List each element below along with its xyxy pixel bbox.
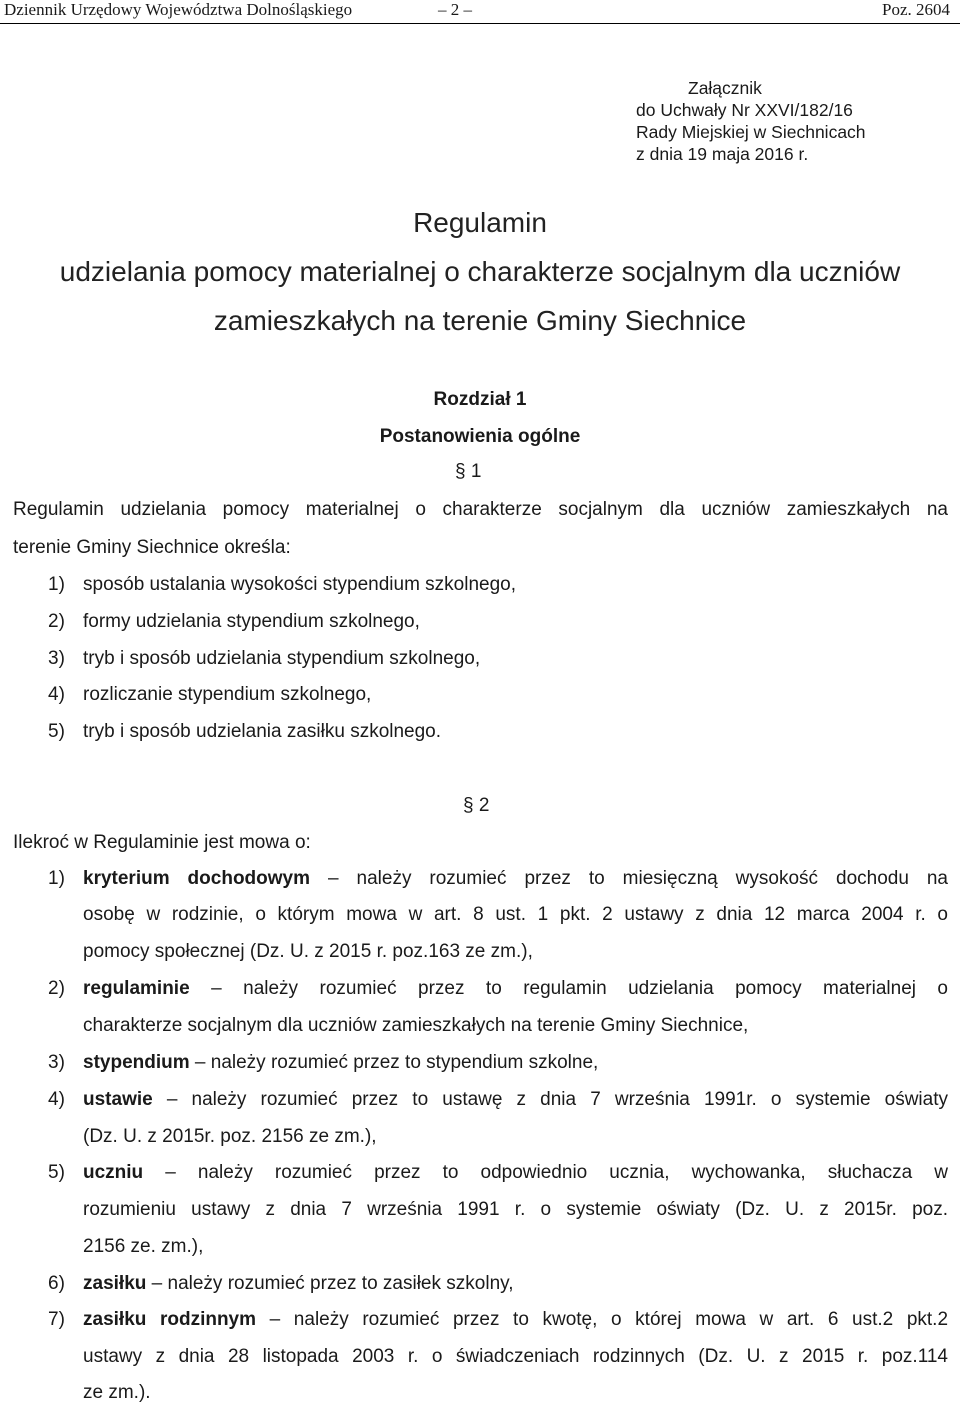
list-item: tryb i sposób udzielania stypendium szkolnego,: [83, 648, 481, 669]
header-divider: [0, 23, 960, 24]
page-number: – 2 –: [438, 0, 472, 19]
document-subtitle: zamieszkałych na terenie Gminy Siechnice: [213, 305, 747, 336]
list-number: 4): [48, 684, 65, 705]
list-number: 6): [48, 1273, 65, 1294]
definition-line: uczniu – należy rozumieć przez to odpowiednio ucznia, wychowanka, słuchacza w: [83, 1162, 949, 1183]
list-number: 4): [48, 1089, 65, 1110]
definition-line: kryterium dochodowym – należy rozumieć przez to miesięczną wysokość dochodu na: [83, 868, 949, 889]
annex-line: Załącznik: [688, 78, 762, 98]
definition-line: (Dz. U. z 2015r. poz. 2156 ze zm.),: [83, 1126, 377, 1147]
definition-line: ze zm.).: [83, 1382, 151, 1403]
definition-term: kryterium dochodowym: [83, 868, 311, 889]
section-mark: § 1: [455, 461, 482, 482]
list-item: rozliczanie stypendium szkolnego,: [83, 684, 372, 705]
document-subtitle: udzielania pomocy materialnej o charakterze socjalnym dla uczniów: [59, 256, 901, 287]
chapter-name: Postanowienia ogólne: [379, 426, 581, 447]
list-number: 5): [48, 1162, 65, 1183]
definition-term: zasiłku: [83, 1273, 147, 1294]
list-number: 2): [48, 611, 65, 632]
list-number: 3): [48, 1052, 65, 1073]
chapter-number: Rozdział 1: [433, 389, 527, 410]
definition-line: charakterze socjalnym dla uczniów zamieszkałych na terenie Gminy Siechnice,: [83, 1015, 749, 1036]
position-number: Poz. 2604: [882, 0, 950, 19]
list-number: 5): [48, 721, 65, 742]
list-number: 1): [48, 868, 65, 889]
list-number: 2): [48, 978, 65, 999]
list-number: 3): [48, 648, 65, 669]
list-item: formy udzielania stypendium szkolnego,: [83, 611, 420, 632]
document-title: Regulamin: [413, 207, 547, 238]
annex-block: [636, 77, 866, 165]
annex-line: Rady Miejskiej w Siechnicach: [636, 122, 866, 142]
section-text: Ilekroć w Regulaminie jest mowa o:: [13, 832, 311, 853]
definition-term: zasiłku rodzinnym: [83, 1309, 257, 1330]
definition-line: 2156 ze. zm.),: [83, 1236, 204, 1257]
definition-line: stypendium – należy rozumieć przez to stypendium szkolne,: [83, 1052, 599, 1073]
definition-line: regulaminie – należy rozumieć przez to regulamin udzielania pomocy materialnej o: [83, 978, 949, 999]
list-number: 7): [48, 1309, 65, 1330]
list-item: sposób ustalania wysokości stypendium szkolnego,: [83, 574, 517, 595]
definition-line: ustawie – należy rozumieć przez to ustawę z dnia 7 września 1991r. o systemie oświaty: [83, 1089, 949, 1110]
journal-name: Dziennik Urzędowy Województwa Dolnośląskiego: [4, 0, 353, 19]
annex-line: z dnia 19 maja 2016 r.: [636, 144, 809, 164]
annex-line: do Uchwały Nr XXVI/182/16: [636, 100, 853, 120]
definition-term: ustawie: [83, 1089, 153, 1110]
definition-term: uczniu: [83, 1162, 144, 1183]
definition-term: regulaminie: [83, 978, 190, 999]
section-mark: § 2: [463, 795, 490, 816]
page-header: [0, 0, 960, 22]
definition-line: pomocy społecznej (Dz. U. z 2015 r. poz.163 ze zm.),: [83, 941, 533, 962]
definition-term: stypendium: [83, 1052, 190, 1073]
definition-line: zasiłku – należy rozumieć przez to zasiłek szkolny,: [83, 1273, 514, 1294]
definition-line: rozumieniu ustawy z dnia 7 września 1991 r. o systemie oświaty (Dz. U. z 2015r. poz.: [83, 1199, 948, 1220]
section-text: Regulamin udzielania pomocy materialnej o charakterze socjalnym dla uczniów zamieszkałych na: [13, 499, 948, 520]
section-text: terenie Gminy Siechnice określa:: [13, 537, 291, 558]
list-item: tryb i sposób udzielania zasiłku szkolnego.: [83, 721, 442, 742]
definition-line: ustawy z dnia 28 listopada 2003 r. o świadczeniach rodzinnych (Dz. U. z 2015 r. poz.114: [83, 1346, 948, 1367]
list-number: 1): [48, 574, 65, 595]
definition-line: osobę w rodzinie, o którym mowa w art. 8 ust. 1 pkt. 2 ustawy z dnia 12 marca 2004 r. o: [83, 904, 948, 925]
definition-line: zasiłku rodzinnym – należy rozumieć przez to kwotę, o której mowa w art. 6 ust.2 pkt.2: [83, 1309, 949, 1330]
